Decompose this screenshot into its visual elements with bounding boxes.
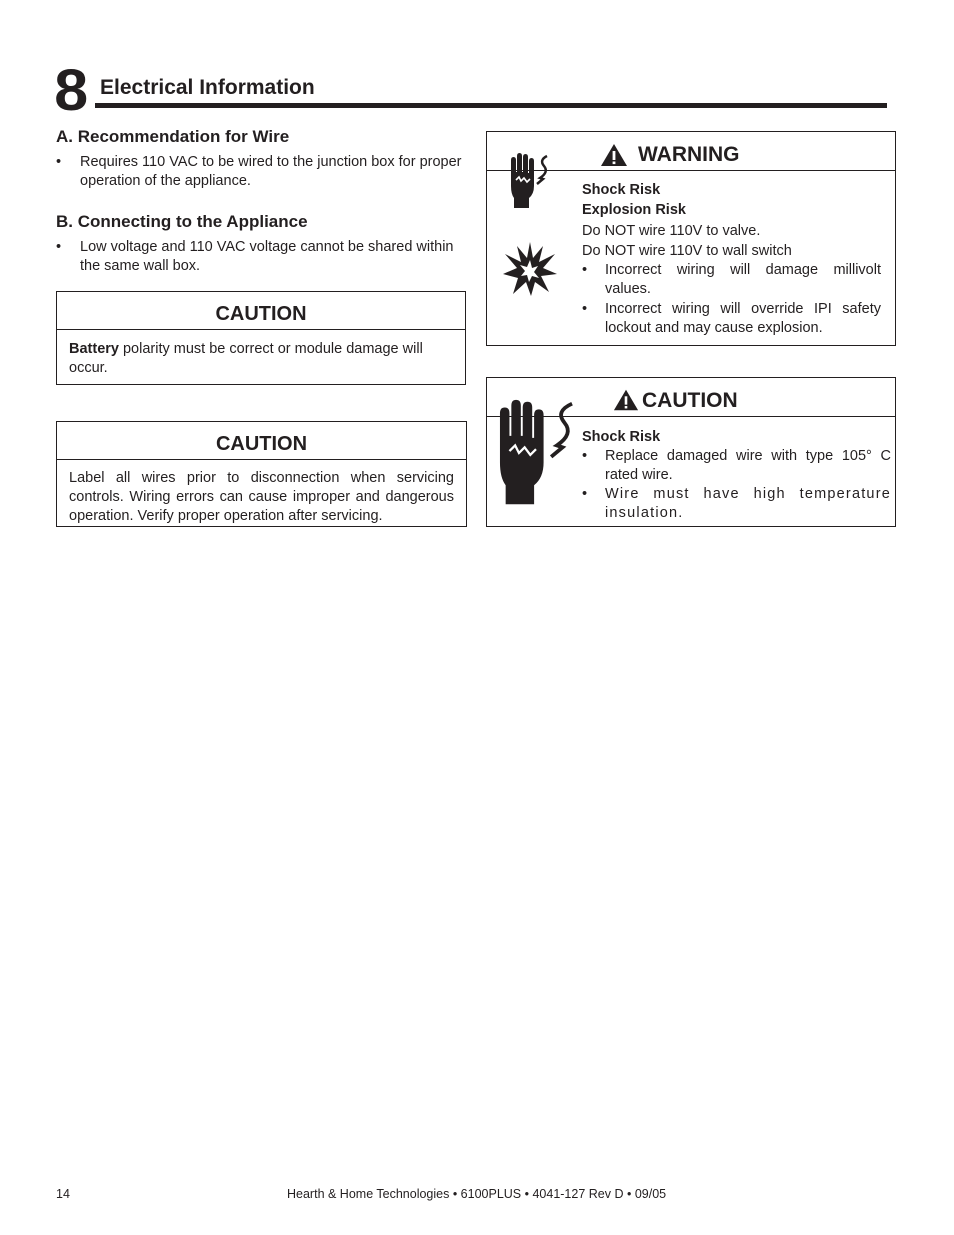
warning-line-valve: Do NOT wire 110V to valve.	[582, 223, 761, 239]
header-rule	[95, 103, 887, 108]
caution-battery-box	[56, 291, 466, 385]
caution-shock-bullet-text: Wire must have high temperature insulation.	[605, 486, 891, 521]
warning-triangle-icon	[613, 388, 639, 412]
warning-risk-explosion: Explosion Risk	[582, 202, 686, 218]
caution-label-text: Label all wires prior to disconnection when servicing controls. Wiring errors can cause improper and dangerous operation. Verify proper operation after servicing.	[69, 470, 454, 524]
warning-risk-shock: Shock Risk	[582, 182, 661, 198]
caution-label-box	[56, 421, 467, 527]
caution-shock-bullet-text: Replace damaged wire with type 105° C rated wire.	[605, 448, 891, 483]
caution-battery-lead: Battery	[69, 341, 119, 357]
warning-bullet: • Incorrect wiring will damage millivolt values.	[582, 262, 881, 297]
caution-shock-box	[486, 377, 896, 527]
caution-label-title: CAUTION	[57, 422, 466, 460]
explosion-icon	[501, 240, 559, 298]
chapter-number: 8	[54, 58, 89, 123]
section-a-heading: A. Recommendation for Wire	[56, 127, 290, 146]
caution-shock-content	[582, 427, 892, 522]
warning-content	[582, 180, 882, 337]
caution-battery-text	[57, 330, 465, 378]
chapter-title: Electrical Information	[100, 76, 315, 99]
warning-triangle-icon	[600, 143, 628, 167]
section-a-bullet-text: Requires 110 VAC to be wired to the junction box for proper operation of the appliance.	[80, 154, 462, 189]
warning-bullet: • Incorrect wiring will override IPI safety lockout and may cause explosion.	[582, 301, 881, 336]
caution-battery-title: CAUTION	[57, 292, 465, 330]
warning-box	[486, 131, 896, 346]
footer-doc-info: Hearth & Home Technologies • 6100PLUS • 4041-127 Rev D • 09/05	[287, 1187, 667, 1201]
warning-line-switch: Do NOT wire 110V to wall switch	[582, 243, 792, 259]
caution-shock-risk: Shock Risk	[582, 429, 661, 445]
caution-shock-bullet: • Wire must have high temperature insulation.	[582, 486, 891, 521]
caution-shock-title: CAUTION	[642, 389, 738, 412]
shock-hand-icon	[507, 152, 553, 210]
caution-shock-bullet: • Replace damaged wire with type 105° C rated wire.	[582, 448, 891, 483]
section-b-bullet: • Low voltage and 110 VAC voltage cannot be shared within the same wall box.	[56, 238, 468, 276]
section-b-bullet-text: Low voltage and 110 VAC voltage cannot be shared within the same wall box.	[80, 239, 454, 274]
caution-battery-body: polarity must be correct or module damage will occur.	[69, 341, 423, 376]
warning-bullet-text: Incorrect wiring will damage millivolt values.	[605, 262, 881, 297]
page-number: 14	[56, 1187, 70, 1201]
section-a-bullet: • Requires 110 VAC to be wired to the junction box for proper operation of the appliance.	[56, 153, 468, 191]
warning-title: WARNING	[638, 143, 740, 166]
shock-hand-icon	[491, 398, 581, 508]
warning-bullet-text: Incorrect wiring will override IPI safety lockout and may cause explosion.	[605, 301, 881, 336]
section-b-heading: B. Connecting to the Appliance	[56, 212, 308, 231]
